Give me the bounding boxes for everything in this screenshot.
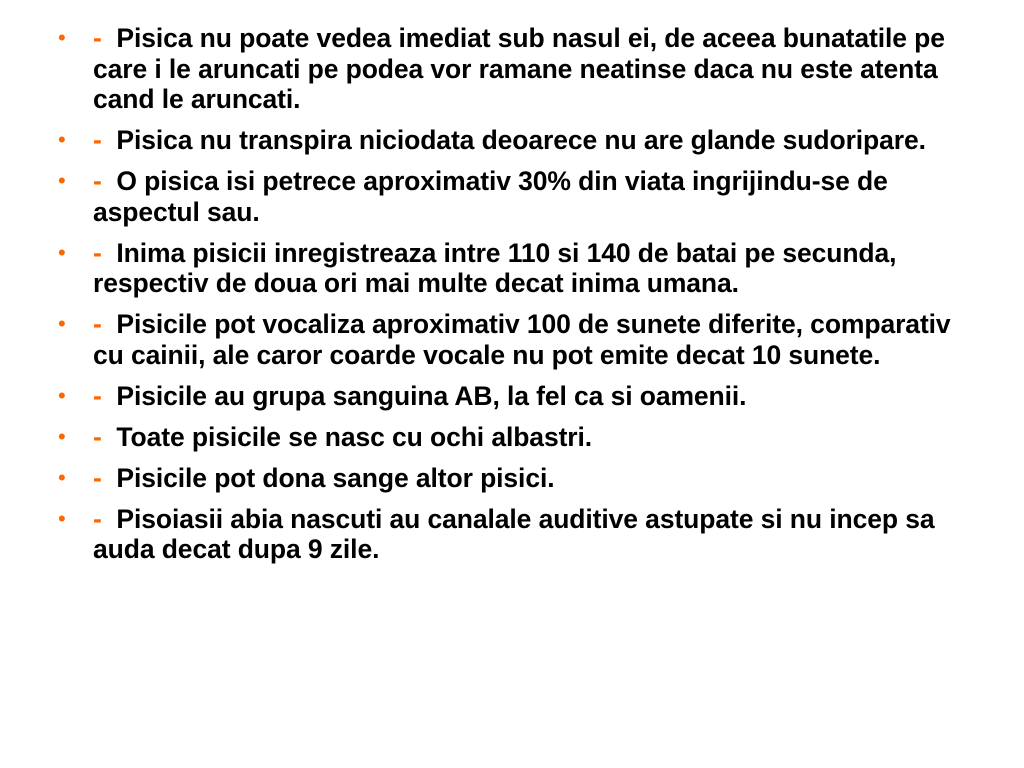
bullet-marker: •: [58, 168, 66, 193]
item-text: Pisicile pot dona sange altor pisici.: [116, 462, 555, 493]
dash: -: [93, 503, 102, 534]
list-item: [58, 166, 968, 227]
list-item: [58, 463, 968, 494]
dash: -: [93, 166, 102, 196]
list-item: [58, 125, 968, 156]
item-text: Pisoiasii abia nascuti au canalale auditive astupate si nu incep sa auda decat dupa 9 zile.: [93, 503, 935, 564]
dash: -: [93, 421, 102, 452]
list-item: [58, 309, 968, 370]
dash: -: [93, 462, 102, 493]
dash: -: [93, 23, 102, 53]
item-text: Pisica nu poate vedea imediat sub nasul ei, de aceea bunatatile pe care i le aruncati pe podea vor ramane neatinse daca nu este atenta cand le aruncati.: [93, 23, 945, 114]
item-text: Inima pisicii inregistreaza intre 110 si 140 de batai pe secunda, respectiv de doua ori mai multe decat inima umana.: [93, 237, 897, 298]
dash: -: [93, 380, 102, 411]
list-item: [58, 23, 968, 115]
bullet-marker: •: [58, 382, 66, 408]
item-text: Toate pisicile se nasc cu ochi albastri.: [116, 421, 593, 452]
bullet-marker: •: [58, 423, 66, 449]
bullet-marker: •: [58, 239, 66, 265]
item-text: Pisicile au grupa sanguina AB, la fel ca si oamenii.: [116, 380, 747, 411]
bullet-marker: •: [58, 25, 66, 50]
bullet-marker: •: [58, 505, 66, 531]
item-text: O pisica isi petrece aproximativ 30% din viata ingrijindu-se de aspectul sau.: [93, 166, 888, 227]
dash: -: [93, 237, 102, 268]
item-text: Pisicile pot vocaliza aproximativ 100 de sunete diferite, comparativ cu cainii, ale caror coarde vocale nu pot emite decat 10 sunete.: [93, 309, 951, 370]
dash: -: [93, 125, 102, 155]
bullet-marker: •: [58, 311, 66, 336]
item-text: Pisica nu transpira niciodata deoarece nu are glande sudoripare.: [116, 125, 926, 155]
dash: -: [93, 309, 102, 339]
bullet-marker: •: [58, 464, 66, 490]
list-item: [58, 238, 968, 299]
list-item: [58, 422, 968, 453]
list-item: [58, 381, 968, 412]
list-item: [58, 504, 968, 565]
bullet-list: [58, 23, 968, 575]
bullet-marker: •: [58, 127, 66, 152]
